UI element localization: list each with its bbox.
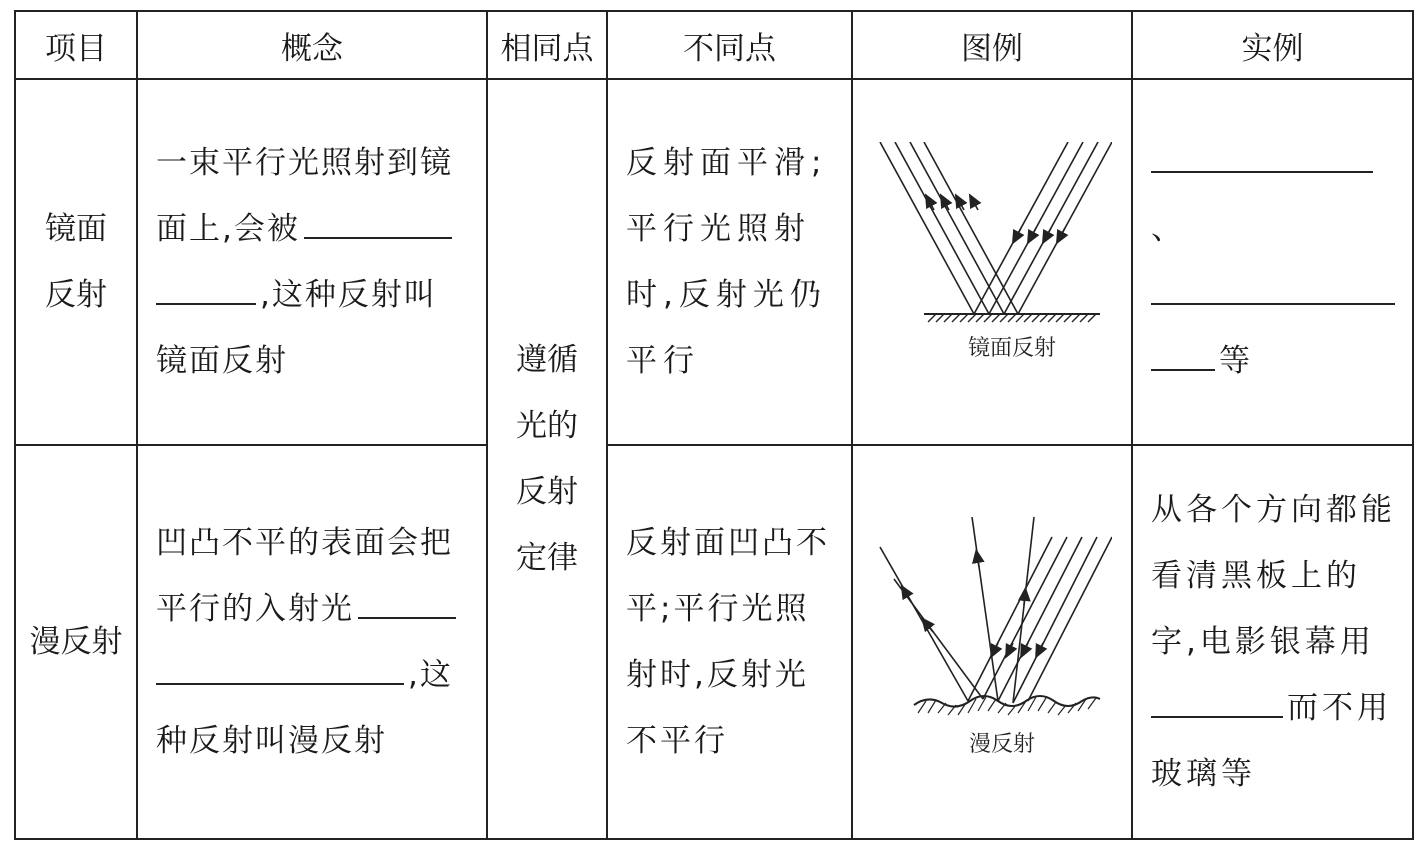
mirror-reflection-diagram (872, 142, 1112, 382)
diffuse-concept-line3-text: ,这 (408, 657, 453, 693)
diffuse-example-line3: 字,电影银幕用 (1151, 624, 1375, 660)
diffuse-concept-line2 (156, 576, 476, 642)
reflection-comparison-table (14, 10, 1414, 840)
mirror-name-line1: 镜面 (45, 211, 107, 247)
mirror-example-blank-2[interactable] (1151, 269, 1395, 305)
diffuse-diff-line1: 反射面凹凸不 (626, 525, 830, 561)
mirror-example-line3 (1151, 328, 1402, 394)
mirror-reflected-rays (880, 142, 1018, 314)
header-diagram: 图例 (852, 11, 1132, 79)
mirror-diff-line3: 时,反射光仍 (626, 277, 827, 313)
mirror-reflection-row (15, 79, 1413, 445)
diffuse-concept-line2-text: 平行的入射光 (156, 591, 354, 627)
diffuse-incident-arrows (993, 643, 1043, 653)
header-concept: 概念 (137, 11, 487, 79)
diffuse-difference-cell (607, 445, 852, 839)
diffuse-reflection-row (15, 445, 1413, 839)
mirror-concept-blank-2[interactable] (156, 269, 256, 305)
mirror-concept-line2-text: 面上,会被 (156, 211, 300, 247)
mirror-reflected-arrows (928, 199, 978, 210)
diffuse-example-line2: 看清黑板上的 (1151, 558, 1361, 594)
header-item: 项目 (15, 11, 137, 79)
mirror-diagram-cell (852, 79, 1132, 445)
mirror-example-blank-3[interactable] (1151, 335, 1215, 371)
diffuse-example-line5: 玻璃等 (1151, 756, 1256, 792)
diffuse-name-cell: 漫反射 (15, 445, 137, 839)
diffuse-concept-line1: 凹凸不平的表面会把 (156, 525, 453, 561)
common-line4: 定律 (516, 540, 578, 576)
mirror-diff-line1: 反射面平滑; (626, 145, 828, 181)
diffuse-diff-line2: 平;平行光照 (626, 591, 810, 627)
mirror-name-cell (15, 79, 137, 445)
mirror-concept-line1: 一束平行光照射到镜 (156, 145, 453, 181)
mirror-concept-line3 (156, 262, 476, 328)
mirror-example-line2 (1151, 262, 1402, 328)
mirror-concept-blank-1[interactable] (304, 203, 452, 239)
mirror-concept-line2 (156, 196, 476, 262)
header-example: 实例 (1132, 11, 1413, 79)
diffuse-diagram-label: 漫反射 (968, 732, 1036, 757)
header-row (15, 11, 1413, 79)
mirror-example-end: 等 (1219, 343, 1252, 379)
mirror-example-blank-1[interactable] (1151, 137, 1373, 173)
mirror-diagram-label: 镜面反射 (967, 336, 1057, 361)
header-similarity: 相同点 (487, 11, 607, 79)
diffuse-example-cell (1132, 445, 1413, 839)
diffuse-concept-blank-2[interactable] (156, 649, 404, 685)
diffuse-example-line1: 从各个方向都能 (1151, 492, 1396, 528)
diffuse-diff-line4: 不平行 (626, 723, 728, 759)
diffuse-example-blank[interactable] (1151, 682, 1283, 718)
common-line2: 光的 (516, 408, 578, 444)
diffuse-reflection-diagram (872, 517, 1112, 767)
diffuse-concept-blank-1[interactable] (358, 583, 456, 619)
mirror-diff-line2: 平行光照射 (626, 211, 811, 247)
diffuse-example-line4 (1151, 675, 1402, 741)
mirror-concept-line4: 镜面反射 (156, 343, 288, 379)
mirror-name-line2: 反射 (45, 277, 107, 313)
diffuse-concept-line4: 种反射叫漫反射 (156, 723, 387, 759)
mirror-concept-line3-text: ,这种反射叫 (260, 277, 437, 313)
diffuse-surface-line (914, 696, 1100, 707)
mirror-example-separator: 、 (1151, 211, 1184, 247)
mirror-example-cell (1132, 79, 1413, 445)
diffuse-diff-line3: 射时,反射光 (626, 657, 809, 693)
mirror-surface-hatch (928, 314, 1096, 322)
diffuse-incident-rays (968, 537, 1112, 703)
diffuse-diagram-cell (852, 445, 1132, 839)
mirror-concept-cell (137, 79, 487, 445)
diffuse-example-line4-text: 而不用 (1287, 690, 1392, 726)
header-difference: 不同点 (607, 11, 852, 79)
mirror-diff-line4: 平行 (626, 343, 700, 379)
common-line1: 遵循 (516, 342, 578, 378)
common-line3: 反射 (516, 474, 578, 510)
mirror-difference-cell (607, 79, 852, 445)
mirror-incident-rays (974, 142, 1112, 314)
diffuse-concept-line3 (156, 642, 476, 708)
diffuse-concept-cell (137, 445, 487, 839)
common-cell (487, 79, 607, 839)
mirror-incident-arrows (1015, 228, 1065, 239)
mirror-example-line1 (1151, 130, 1402, 262)
